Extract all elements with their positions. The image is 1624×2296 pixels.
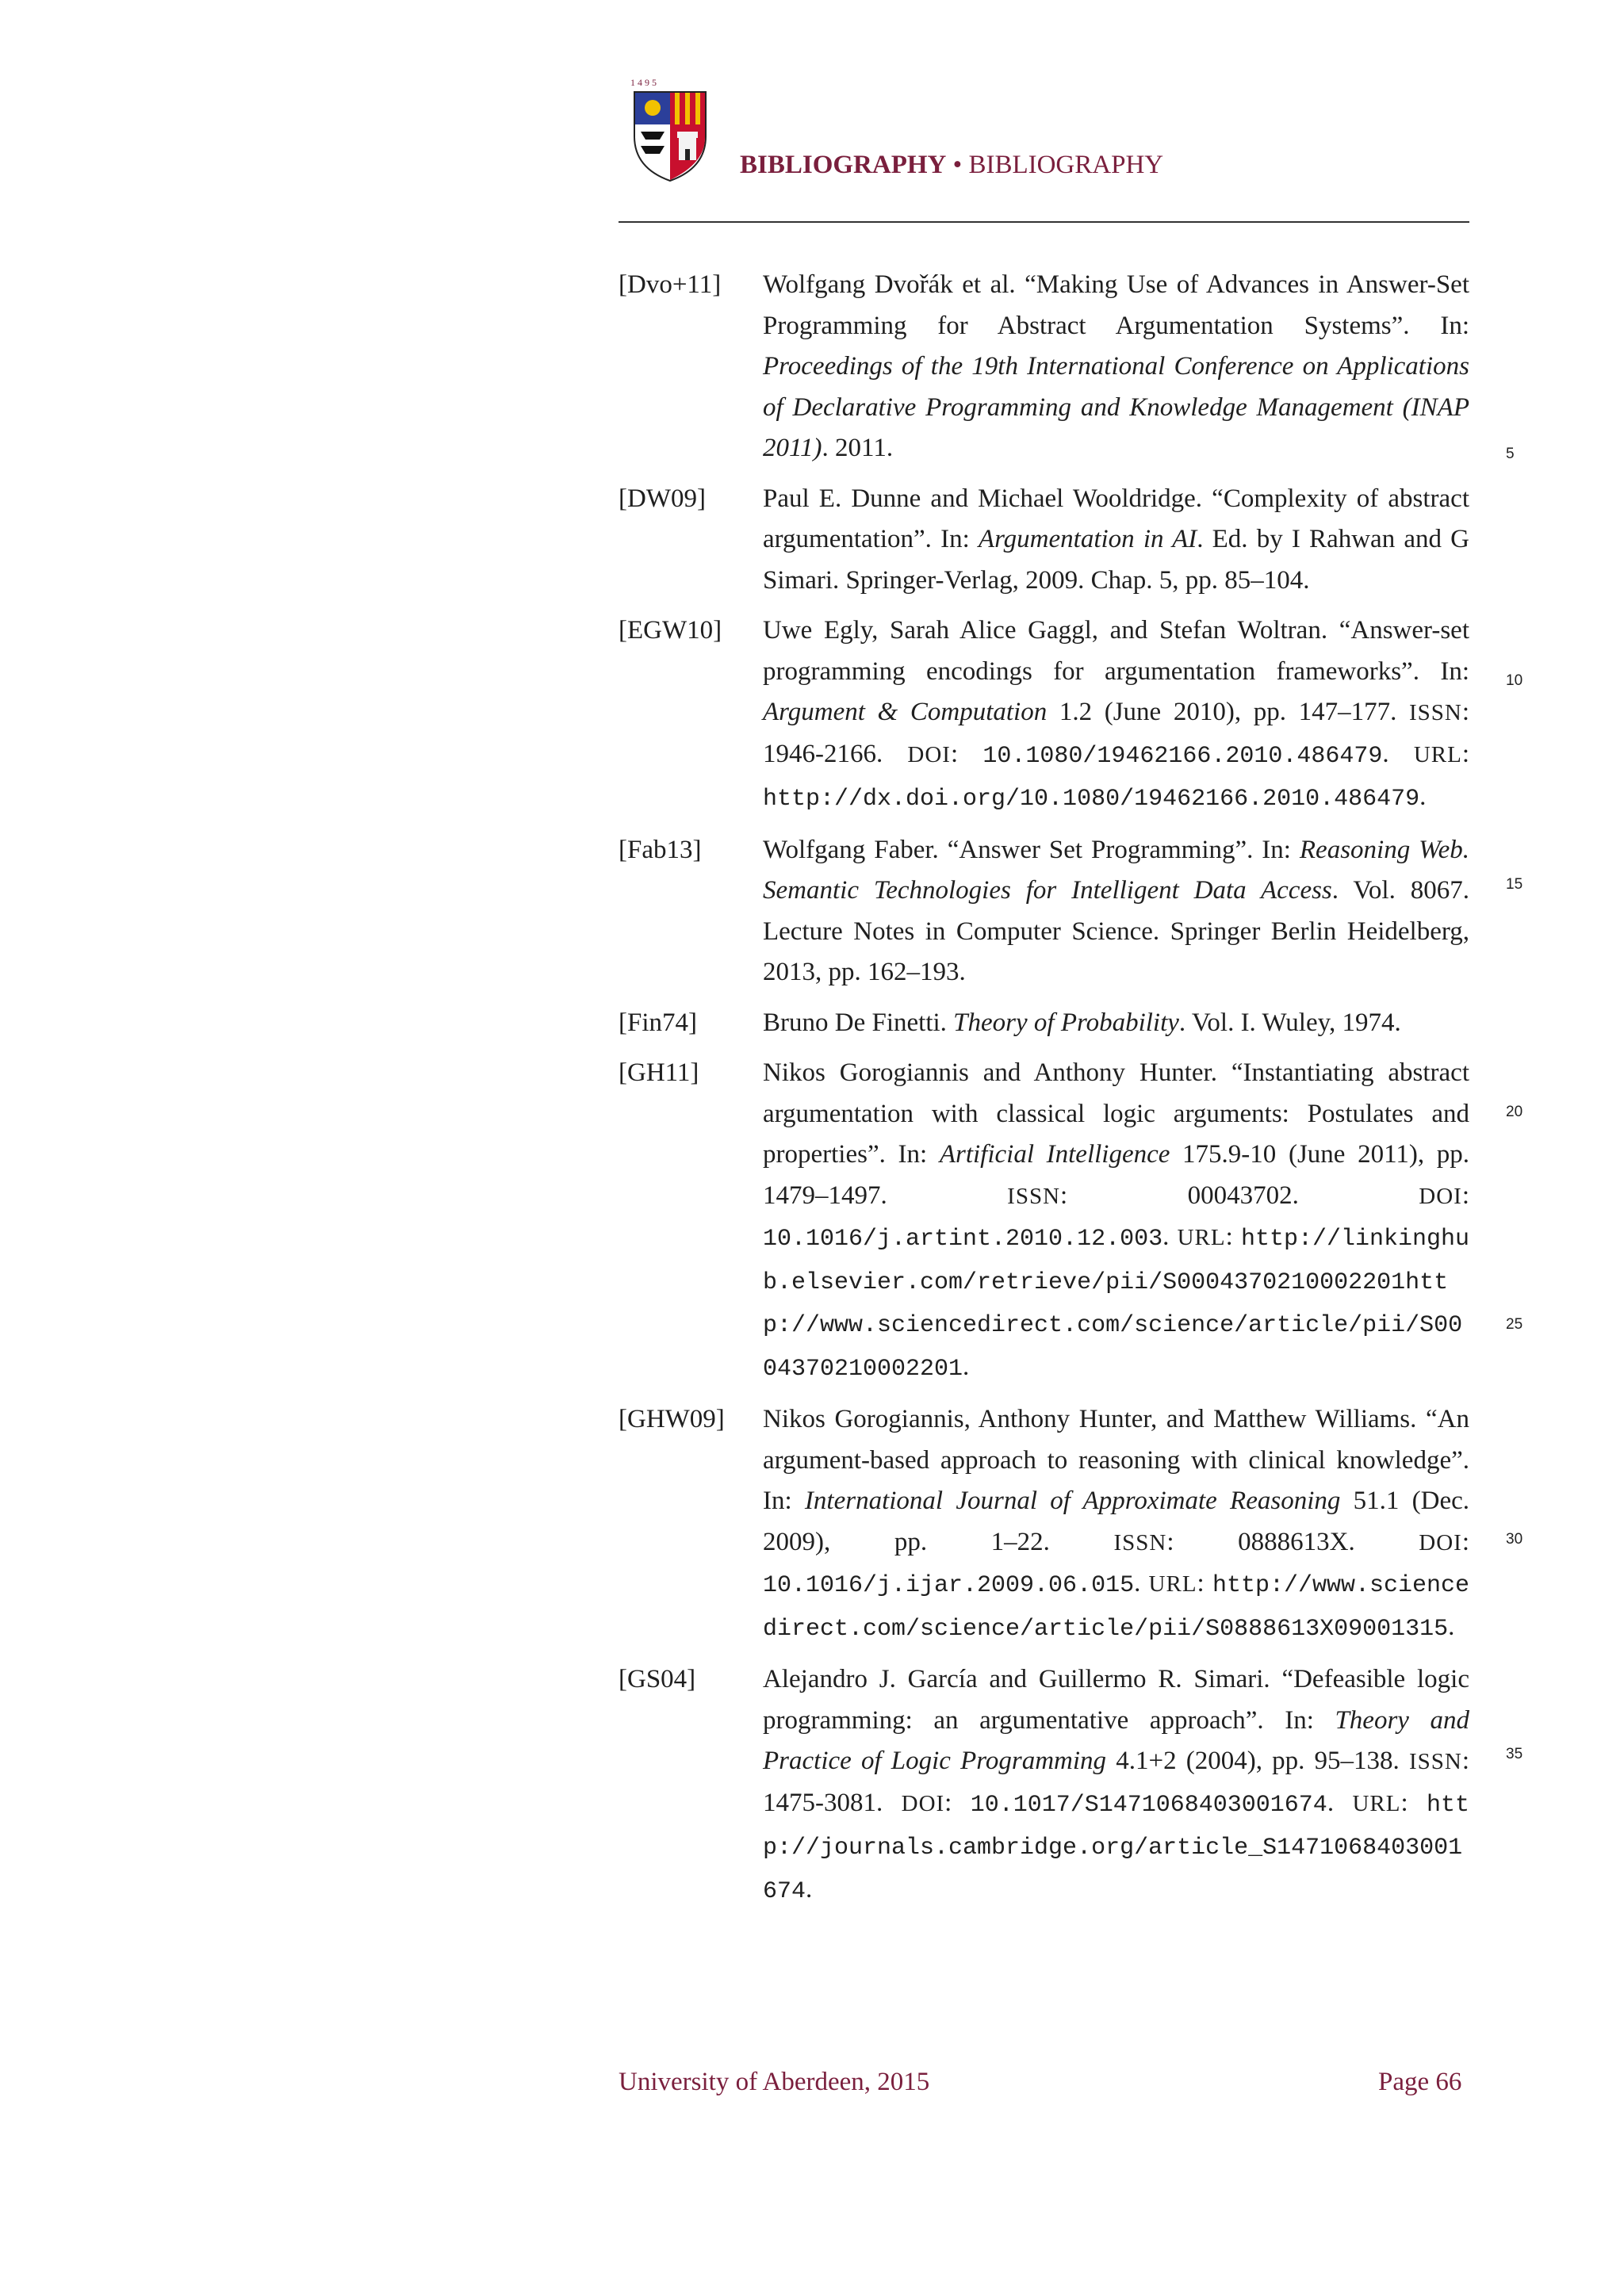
header-rule (619, 221, 1469, 223)
bib-venue: Argumentation in AI (978, 525, 1197, 553)
doi-separator: : (1461, 1527, 1469, 1556)
bib-details: . Vol. 8067. Lecture Notes in Computer Science. Springer Berlin Heidelberg, 2013, pp. 162–193. (763, 876, 1469, 986)
issn-label: ISSN (1408, 1749, 1462, 1774)
url-end: . (1419, 783, 1427, 811)
bib-text (763, 1053, 1469, 1390)
crest-shield-icon (628, 75, 712, 184)
line-number: 30 (1506, 1531, 1523, 1548)
bib-details: 4.1+2 (2004), pp. 95–138. (1106, 1747, 1409, 1775)
url-label: URL (1148, 1571, 1197, 1597)
bib-entry (619, 830, 1475, 993)
url-end: . (963, 1352, 970, 1381)
bib-key: [Fab13] (619, 835, 702, 864)
bib-key: [DW09] (619, 484, 706, 513)
bib-entry (619, 1003, 1475, 1044)
bib-venue: Reasoning Web. Semantic Technologies for Intelligent Data Access (763, 835, 1469, 905)
bib-venue: Proceedings of the 19th International Conference on Applications of Declarative Programming and Knowledge Management (INAP 2011) (763, 352, 1469, 462)
issn-value: : 00043702. (1060, 1181, 1419, 1210)
url-separator: : (1197, 1569, 1212, 1598)
doi-separator: : (950, 739, 983, 768)
bib-text (763, 1003, 1469, 1044)
bib-details: . Ed. by I Rahwan and G Simari. Springer-Verlag, 2009. Chap. 5, pp. 85–104. (763, 525, 1470, 595)
bib-text (763, 1399, 1469, 1650)
bib-authors-title: Alejandro J. García and Guillermo R. Simari. “Defeasible logic programming: an argumentative approach”. In: (763, 1665, 1469, 1735)
bib-key: [GH11] (619, 1058, 699, 1087)
bib-text (763, 610, 1469, 821)
bib-authors-title: Wolfgang Faber. “Answer Set Programming”. In: (763, 835, 1300, 864)
doi-separator: : (1461, 1181, 1470, 1210)
doi-value: 10.1016/j.ijar.2009.06.015 (763, 1572, 1135, 1599)
crest-year: 1 4 9 5 (630, 77, 657, 88)
url-link[interactable]: http://dx.doi.org/10.1080/19462166.2010.486479 (763, 786, 1420, 813)
bib-venue: Theory of Probability (953, 1008, 1179, 1037)
line-number: 5 (1506, 446, 1515, 462)
footer-institution: University of Aberdeen, 2015 (619, 2068, 930, 2096)
bib-text (763, 830, 1469, 993)
bib-entry (619, 479, 1475, 602)
issn-value: : 1946-2166. (763, 698, 1469, 768)
bib-authors-title: Uwe Egly, Sarah Alice Gaggl, and Stefan Woltran. “Answer-set programming encodings for argumentation frameworks”. In: (763, 616, 1469, 686)
header-title-plain: BIBLIOGRAPHY (968, 151, 1164, 179)
doi-label: DOI (901, 1790, 945, 1816)
bib-key: [GS04] (619, 1665, 696, 1693)
header-title-strong: BIBLIOGRAPHY (740, 151, 947, 179)
issn-value: : 0888613X. (1166, 1527, 1419, 1556)
doi-label: DOI (1419, 1183, 1462, 1209)
bib-entry (619, 1399, 1475, 1650)
url-label: URL (1413, 741, 1462, 767)
bib-key: [GHW09] (619, 1405, 725, 1433)
bib-text (763, 479, 1469, 602)
bib-text (763, 265, 1469, 469)
doi-value: 10.1080/19462166.2010.486479 (982, 742, 1383, 770)
bib-entry (619, 1659, 1475, 1912)
bib-entry (619, 265, 1475, 469)
bib-authors-title: Wolfgang Dvořák et al. “Making Use of Advances in Answer-Set Programming for Abstract Argumentation Systems”. In: (763, 270, 1469, 340)
line-number: 35 (1506, 1746, 1523, 1762)
bib-authors-title: Nikos Gorogiannis, Anthony Hunter, and Matthew Williams. “An argument-based approach to reasoning with clinical knowledge”. In: (763, 1405, 1469, 1515)
url-separator: : (1225, 1223, 1241, 1251)
doi-separator: : (944, 1788, 971, 1817)
bib-details: . 2011. (822, 434, 894, 462)
bib-details: 1.2 (June 2010), pp. 147–177. (1047, 698, 1409, 726)
bib-details: 51.1 (Dec. 2009), pp. 1–22. (763, 1487, 1469, 1556)
footer-page-number: Page 66 (1378, 2068, 1462, 2096)
doi-value: 10.1016/j.artint.2010.12.003 (763, 1226, 1163, 1253)
doi-end: . (1134, 1569, 1149, 1598)
issn-label: ISSN (1113, 1529, 1167, 1556)
doi-end: . (1162, 1223, 1178, 1251)
url-label: URL (1177, 1225, 1226, 1250)
url-end: . (806, 1874, 813, 1904)
bib-venue: International Journal of Approximate Reasoning (804, 1487, 1341, 1515)
url-link[interactable]: http://www.sciencedirect.com/science/article/pii/S0888613X09001315 (763, 1572, 1469, 1643)
bib-authors-title: Nikos Gorogiannis and Anthony Hunter. “Instantiating abstract argumentation with classical logic arguments: Postulates and properties”. In: (763, 1058, 1469, 1169)
issn-label: ISSN (1007, 1183, 1061, 1209)
line-number: 25 (1506, 1316, 1523, 1333)
university-crest (628, 75, 712, 184)
url-link[interactable]: http://linkinghub.elsevier.com/retrieve/pii/S0004370210002201http://www.sciencedirect.com/science/article/pii/S0004370210002201 (763, 1226, 1469, 1383)
line-number: 15 (1506, 876, 1523, 893)
bib-venue: Artificial Intelligence (939, 1140, 1170, 1169)
url-separator: : (1461, 739, 1469, 768)
bib-key: [Fin74] (619, 1008, 697, 1037)
url-label: URL (1352, 1790, 1401, 1816)
doi-label: DOI (1419, 1529, 1462, 1556)
url-end: . (1448, 1612, 1455, 1641)
issn-label: ISSN (1408, 700, 1462, 725)
bib-details: . Vol. I. Wuley, 1974. (1178, 1008, 1401, 1037)
doi-label: DOI (907, 741, 951, 767)
url-separator: : (1400, 1788, 1427, 1817)
issn-value: : 1475-3081. (763, 1747, 1469, 1817)
header-separator: • (952, 151, 963, 179)
bib-text (763, 1659, 1469, 1912)
line-number: 10 (1506, 672, 1523, 689)
bib-venue: Argument & Computation (763, 698, 1048, 726)
bib-authors-title: Bruno De Finetti. (763, 1008, 954, 1037)
doi-end: . (1382, 739, 1414, 768)
bib-entry (619, 610, 1475, 821)
doi-value: 10.1017/S1471068403001674 (970, 1791, 1327, 1819)
url-link[interactable]: http://journals.cambridge.org/article_S1471068403001674 (763, 1791, 1470, 1905)
bib-authors-title: Paul E. Dunne and Michael Wooldridge. “Complexity of abstract argumentation”. In: (763, 484, 1469, 553)
bib-entry (619, 1053, 1475, 1390)
line-number: 20 (1506, 1104, 1523, 1120)
running-header (740, 151, 1163, 180)
bib-venue: Theory and Practice of Logic Programming (763, 1705, 1469, 1775)
bib-key: [EGW10] (619, 616, 722, 645)
doi-end: . (1327, 1788, 1353, 1817)
bibliography-list (619, 265, 1475, 1922)
bib-key: [Dvo+11] (619, 270, 722, 299)
bib-details: 175.9-10 (June 2011), pp. 1479–1497. (763, 1140, 1470, 1210)
